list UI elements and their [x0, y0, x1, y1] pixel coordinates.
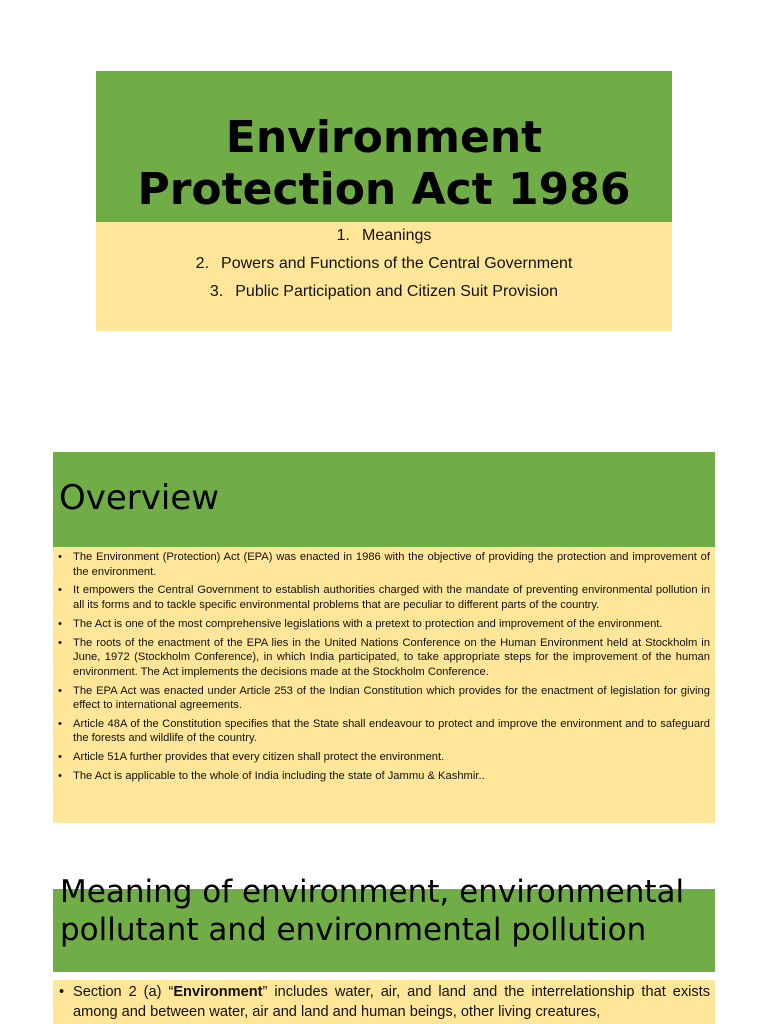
topic-item	[96, 278, 672, 306]
bullet-item: • The roots of the enactment of the EPA lies in the United Nations Conference on the Human Environment held at Stockholm in June, 1972 (Stockholm Conference), in which India participated, to take appropriate steps for the improvement of the human environment. The Act implements the decisions made at the Stockholm Conference.	[56, 636, 710, 680]
topic-number: 1.	[336, 227, 350, 244]
slide3-title: Meaning of environment, environmental pollutant and environmental pollution	[60, 874, 685, 948]
definition-prefix: Section 2 (a) “	[73, 984, 174, 1000]
topic-label: Meanings	[361, 227, 432, 244]
bullet-item: • It empowers the Central Government to establish authorities charged with the mandate of preventing environmental pollution in all its forms and to tackle specific environmental problems that are peculiar to different parts of the country.	[56, 583, 710, 612]
slide1-topic-list	[96, 222, 672, 306]
slide2-title: Overview	[59, 478, 220, 518]
overview-bullet-list	[56, 550, 710, 788]
definition-term: Environment	[173, 984, 263, 1000]
bullet-item: • The EPA Act was enacted under Article 253 of the Indian Constitution which provides for the enactment of legislation for giving effect to international agreements.	[56, 684, 710, 713]
slide1-title	[96, 112, 672, 216]
topic-number: 3.	[209, 283, 224, 300]
bullet-item: • Article 51A further provides that every citizen shall protect the environment.	[56, 750, 710, 765]
topic-label: Powers and Functions of the Central Government	[221, 255, 573, 272]
topic-label: Public Participation and Citizen Suit Provision	[235, 283, 559, 300]
slide1-title-line2: Protection Act 1986	[137, 164, 631, 215]
topic-number: 2.	[195, 255, 210, 272]
bullet-item: • Article 48A of the Constitution specifies that the State shall endeavour to protect and improve the environment and to safeguard the forests and wildlife of the country.	[56, 717, 710, 746]
slide1-title-line1: Environment	[225, 112, 543, 163]
topic-item	[96, 222, 672, 250]
bullet-item: • The Act is one of the most comprehensive legislations with a pretext to protection and improvement of the environment.	[56, 617, 710, 632]
bullet-item: • The Environment (Protection) Act (EPA) was enacted in 1986 with the objective of providing the protection and improvement of the environment.	[56, 550, 710, 579]
bullet-item: • The Act is applicable to the whole of India including the state of Jammu & Kashmir..	[56, 769, 710, 784]
definition-body: ” includes water, air, and land and the interrelationship that exists among and between water, air and land and human beings, other living creatures,	[73, 984, 711, 1020]
definition-bullet	[56, 982, 710, 1022]
topic-item	[96, 250, 672, 278]
